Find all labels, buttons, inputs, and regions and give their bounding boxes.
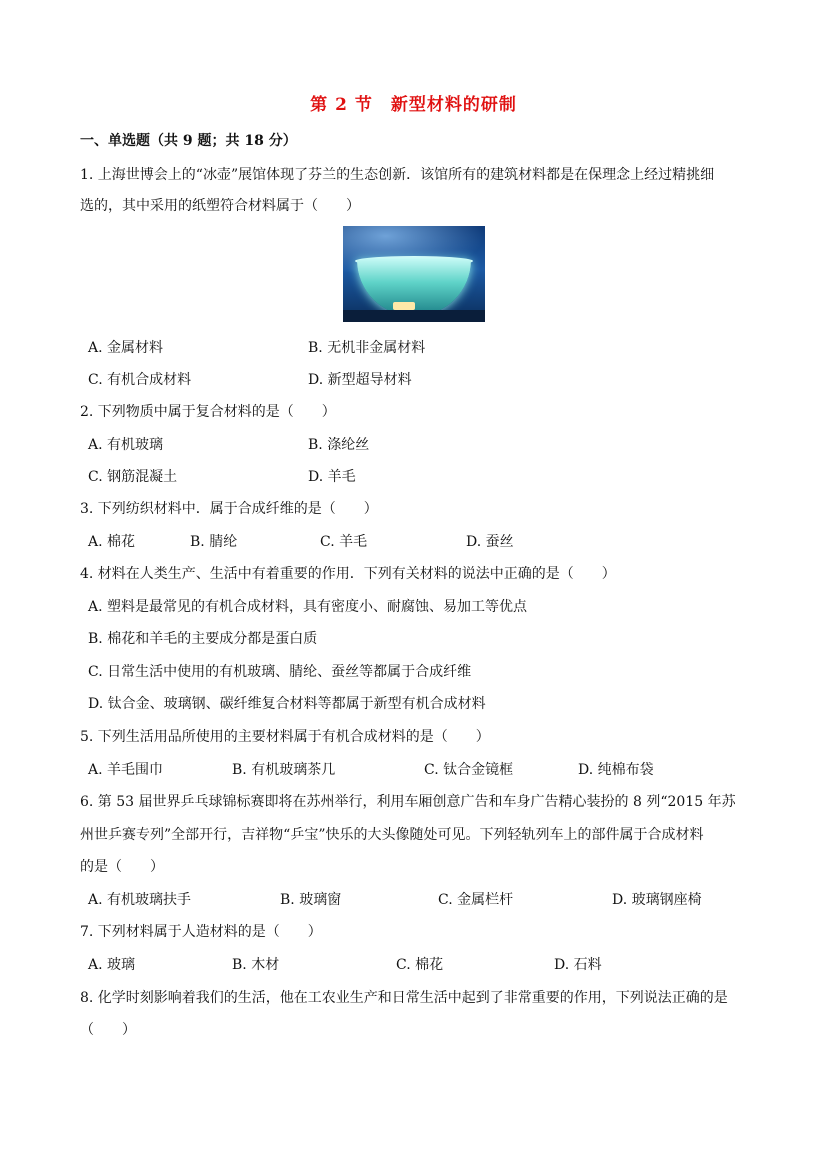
question-2-text: 2. 下列物质中属于复合材料的是（ ） — [80, 404, 336, 420]
image-entrance-glow — [393, 302, 415, 310]
question-8-text-line-2: （ ） — [80, 1022, 136, 1038]
question-7-option-d: D. 石料 — [554, 957, 602, 973]
question-5-option-d: D. 纯棉布袋 — [578, 762, 654, 778]
question-5-option-c: C. 钛合金镜框 — [424, 762, 514, 778]
page-title: 第 2 节 新型材料的研制 — [310, 95, 517, 115]
question-6-option-d: D. 玻璃钢座椅 — [612, 892, 702, 908]
question-4-option-d: D. 钛合金、玻璃钢、碳纤维复合材料等都属于新型有机合成材料 — [88, 696, 486, 712]
section-heading: 一、单选题（共 9 题；共 18 分） — [80, 133, 297, 149]
question-7-option-a: A. 玻璃 — [88, 957, 136, 973]
question-1-text-line-2: 选的，其中采用的纸塑符合材料属于（ ） — [80, 198, 360, 214]
question-2-option-b: B. 涤纶丝 — [308, 437, 370, 453]
question-6-text-line-3: 的是（ ） — [80, 859, 164, 875]
question-3-option-b: B. 腈纶 — [190, 534, 238, 550]
question-2-option-d: D. 羊毛 — [308, 469, 356, 485]
question-1-option-c: C. 有机合成材料 — [88, 372, 192, 388]
question-2-option-a: A. 有机玻璃 — [88, 437, 164, 453]
question-5-text: 5. 下列生活用品所使用的主要材料属于有机合成材料的是（ ） — [80, 729, 490, 745]
question-3-text: 3. 下列纺织材料中．属于合成纤维的是（ ） — [80, 501, 378, 517]
question-5-option-b: B. 有机玻璃茶几 — [232, 762, 336, 778]
question-1-option-d: D. 新型超导材料 — [308, 372, 412, 388]
question-4-option-c: C. 日常生活中使用的有机玻璃、腈纶、蚕丝等都属于合成纤维 — [88, 664, 472, 680]
question-6-option-a: A. 有机玻璃扶手 — [88, 892, 192, 908]
question-3-option-a: A. 棉花 — [88, 534, 136, 550]
question-1-text-line-1: 1. 上海世博会上的“冰壶”展馆体现了芬兰的生态创新．该馆所有的建筑材料都是在保理念上经过精挑细 — [80, 167, 715, 183]
question-4-option-a: A. 塑料是最常见的有机合成材料，具有密度小、耐腐蚀、易加工等优点 — [88, 599, 528, 615]
question-5-option-a: A. 羊毛围巾 — [88, 762, 164, 778]
ice-pot-pavilion-image — [343, 226, 485, 322]
question-6-text-line-2: 州世乒赛专列”全部开行，吉祥物“乒宝”快乐的大头像随处可见。下列轻轨列车上的部件属于合成材料 — [80, 827, 704, 843]
question-2-option-c: C. 钢筋混凝土 — [88, 469, 178, 485]
question-6-text-line-1: 6. 第 53 届世界乒乓球锦标赛即将在苏州举行，利用车厢创意广告和车身广告精心装扮的 8 列“2015 年苏 — [80, 794, 736, 810]
question-7-text: 7. 下列材料属于人造材料的是（ ） — [80, 924, 322, 940]
question-3-option-d: D. 蚕丝 — [466, 534, 514, 550]
question-4-option-b: B. 棉花和羊毛的主要成分都是蛋白质 — [88, 631, 318, 647]
question-7-option-b: B. 木材 — [232, 957, 280, 973]
question-8-text-line-1: 8. 化学时刻影响着我们的生活，他在工农业生产和日常生活中起到了非常重要的作用，下列说法正确的是 — [80, 990, 728, 1006]
question-4-text: 4. 材料在人类生产、生活中有着重要的作用．下列有关材料的说法中正确的是（ ） — [80, 566, 616, 582]
question-7-option-c: C. 棉花 — [396, 957, 444, 973]
question-6-option-b: B. 玻璃窗 — [280, 892, 342, 908]
question-1-option-a: A. 金属材料 — [88, 340, 164, 356]
question-1-option-b: B. 无机非金属材料 — [308, 340, 426, 356]
question-3-option-c: C. 羊毛 — [320, 534, 368, 550]
image-ground — [343, 310, 485, 322]
question-6-option-c: C. 金属栏杆 — [438, 892, 514, 908]
